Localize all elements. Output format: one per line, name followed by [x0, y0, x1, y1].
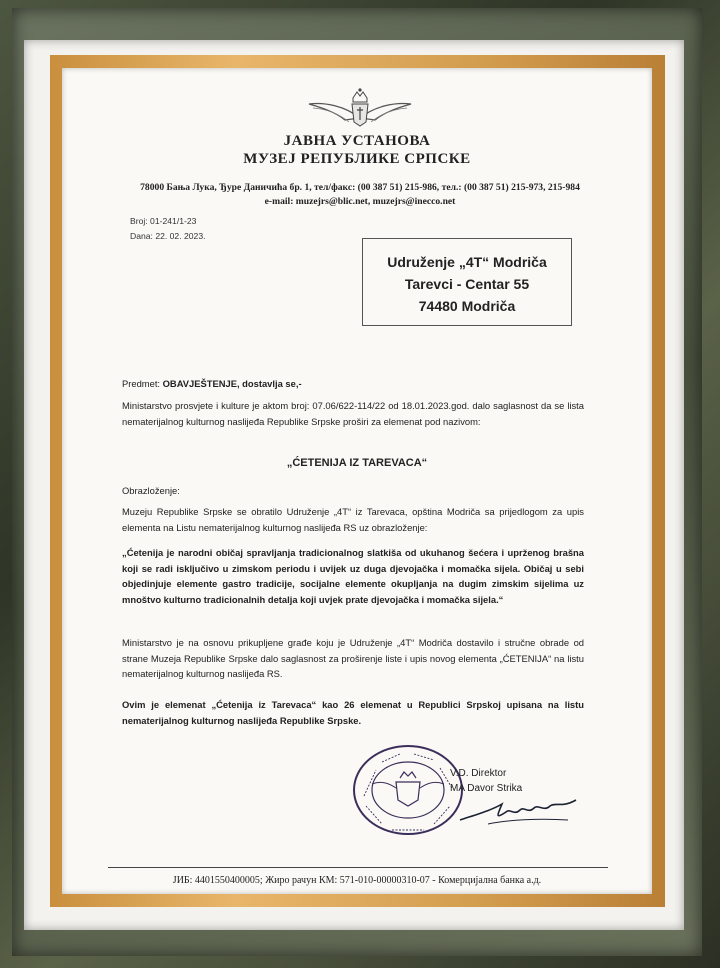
letterhead-contact [110, 181, 610, 209]
reference-number: Broj: 01-241/1-23 [130, 216, 197, 226]
recipient-city: 74480 Modriča [418, 298, 516, 314]
paragraph-ministry-approval: Ministarstvo prosvjete i kulture je aktom broj: 07.06/622-114/22 od 18.01.2023.god. dalo saglasnost da se lista nematerijalnog kulturnog naslijeđa Republike Srpske proširi za elemenat pod nazivom: [122, 400, 584, 427]
museum-crest-icon [305, 84, 415, 130]
explanation-heading: Obrazloženje: [122, 485, 180, 496]
closing-statement: Ovim je elemenat „Ćetenija iz Tarevaca“ kao 26 elemenat u Republici Srpskoj upisana na listu nematerijalnog kulturnog naslijeđa Republike Srpske. [122, 699, 584, 726]
address-line: 78000 Бања Лука, Ђуре Даничића бр. 1, тел/факс: (00 387 51) 215-986, тел.: (00 387 51) 215-973, 215-984 [140, 182, 580, 193]
recipient-name: Udruženje „4T“ Modriča [387, 254, 547, 270]
subject-line [122, 376, 584, 392]
paragraph-decision: Ministarstvo je na osnovu prikupljene građe koju je Udruženje „4T“ Modriča dostavilo i stručne obrade od strane Muzeja Republike Srpske dalo saglasnost za proširenje liste i upis novog elementa „ĆETENIJA“ na listu nematerijalnog kulturnog naslijeđa RS. [122, 637, 584, 679]
institution-type: ЈАВНА УСТАНОВА [283, 133, 431, 149]
subject-prefix: Predmet: [122, 378, 163, 389]
element-title: „ĆETENIJA IZ TAREVACA“ [286, 457, 428, 469]
quoted-description: „Ćetenija je narodni običaj spravljanja tradicionalnog slatkiša od ukuhanog šećera i uprženog brašna koji se radi isključivo u zimskom periodu i uvijek uz duga djevojačka i momačka sijela. Običaj u sebi objedinjuje elemente gastro tradicije, socijalne elemente okupljanja na dugim zimskim sijelima uz mnoštvo kulturno tradicionalnih detalja koji uvjek prate djevojačka i momačka sijela.“ [122, 547, 584, 605]
email-line: e-mail: muzejrs@blic.net, muzejrs@inecco.net [264, 196, 456, 207]
official-stamp [352, 744, 464, 836]
subject-text: OBAVJEŠTENJE, dostavlja se,- [162, 378, 302, 389]
handwritten-signature [458, 790, 578, 830]
letter-date: Dana: 22. 02. 2023. [130, 231, 206, 241]
institution-name: МУЗЕЈ РЕПУБЛИКЕ СРПСКЕ [243, 151, 471, 167]
signatory-title: V.D. Direktor [450, 768, 507, 779]
recipient-address-box [362, 238, 572, 326]
signatory-name: MA Davor Strika [450, 783, 523, 794]
footer-bank-details: ЈИБ: 4401550400005; Жиро рачун КМ: 571-010-00000310-07 - Комерцијална банка а.д. [172, 875, 542, 886]
footer-divider [108, 867, 608, 868]
paragraph-proposal: Muzeju Republike Srpske se obratilo Udruženje „4T“ iz Tarevaca, opština Modriča sa prijedlogom za upis elementa na Listu nematerijalnog kulturnog naslijeđa RS uz obrazloženje: [122, 506, 584, 533]
recipient-street: Tarevci - Centar 55 [404, 276, 530, 292]
